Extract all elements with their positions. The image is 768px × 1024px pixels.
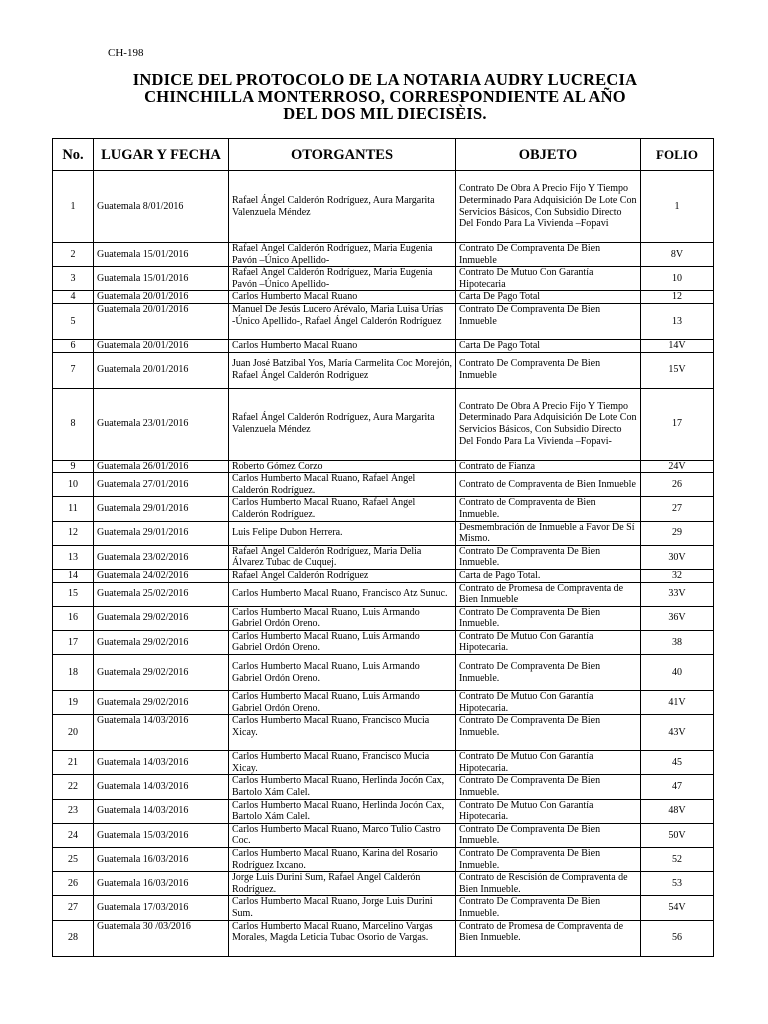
table-row [53,460,714,473]
cell-folio: 38 [641,630,714,654]
header-objeto: OBJETO [456,139,641,171]
cell-folio: 50V [641,823,714,847]
cell-folio: 48V [641,799,714,823]
cell-folio: 13 [641,303,714,339]
title-line-2: CHINCHILLA MONTERROSO, CORRESPONDIENTE AL AÑO [144,87,626,106]
cell-folio: 10 [641,267,714,291]
table-row [53,799,714,823]
table-row [53,751,714,775]
cell-objeto: Contrato De Compraventa De Bien Inmueble. [456,715,641,751]
cell-no: 7 [53,352,94,388]
cell-objeto: Contrato De Compraventa De Bien Inmueble. [456,655,641,691]
cell-no: 11 [53,497,94,521]
table-row [53,569,714,582]
cell-otorgantes: Carlos Humberto Macal Ruano, Herlinda Jocón Cax, Bartolo Xám Calel. [229,775,456,799]
cell-objeto: Contrato De Compraventa De Bien Inmueble. [456,896,641,920]
cell-no: 2 [53,243,94,267]
cell-objeto: Contrato De Obra A Precio Fijo Y Tiempo Determinado Para Adquisición De Lote Con Servicios Básicos, Con Subsidio Directo Del Fondo Para La Vivienda –Fopavi [456,171,641,243]
cell-otorgantes: Rafael Ángel Calderón Rodríguez [229,569,456,582]
table-row [53,655,714,691]
cell-folio: 27 [641,497,714,521]
cell-objeto: Contrato de Rescisión de Compraventa de Bien Inmueble. [456,872,641,896]
cell-folio: 12 [641,291,714,304]
cell-objeto: Desmembración de Inmueble a Favor De Sí Mismo. [456,521,641,545]
cell-no: 4 [53,291,94,304]
cell-folio: 40 [641,655,714,691]
cell-lugar-fecha: Guatemala 14/03/2016 [94,775,229,799]
table-row [53,545,714,569]
cell-folio: 8V [641,243,714,267]
cell-objeto: Contrato De Mutuo Con Garantía Hipotecaria. [456,799,641,823]
cell-lugar-fecha: Guatemala 27/01/2016 [94,473,229,497]
title-line-3: DEL DOS MIL DIECISÈIS. [283,104,487,123]
cell-no: 23 [53,799,94,823]
cell-folio: 45 [641,751,714,775]
cell-no: 20 [53,715,94,751]
cell-folio: 32 [641,569,714,582]
table-row [53,630,714,654]
cell-lugar-fecha: Guatemala 20/01/2016 [94,303,229,339]
cell-no: 15 [53,582,94,606]
table-row [53,582,714,606]
cell-no: 5 [53,303,94,339]
table-row [53,521,714,545]
cell-folio: 43V [641,715,714,751]
table-body [53,171,714,957]
cell-no: 25 [53,848,94,872]
header-folio: FOLIO [641,139,714,171]
cell-lugar-fecha: Guatemala 25/02/2016 [94,582,229,606]
cell-lugar-fecha: Guatemala 8/01/2016 [94,171,229,243]
cell-otorgantes: Carlos Humberto Macal Ruano [229,339,456,352]
cell-no: 16 [53,606,94,630]
cell-objeto: Contrato De Mutuo Con Garantía Hipotecaria. [456,751,641,775]
cell-objeto: Contrato De Compraventa De Bien Inmueble. [456,775,641,799]
cell-lugar-fecha: Guatemala 15/03/2016 [94,823,229,847]
cell-lugar-fecha: Guatemala 14/03/2016 [94,715,229,751]
table-row [53,920,714,956]
cell-folio: 53 [641,872,714,896]
cell-no: 3 [53,267,94,291]
cell-folio: 52 [641,848,714,872]
cell-no: 24 [53,823,94,847]
table-row [53,339,714,352]
table-row [53,303,714,339]
cell-no: 28 [53,920,94,956]
cell-folio: 36V [641,606,714,630]
cell-otorgantes: Carlos Humberto Macal Ruano, Luis Armando Gabriel Ordón Oreno. [229,606,456,630]
table-row [53,823,714,847]
cell-objeto: Contrato De Mutuo Con Garantía Hipotecaria. [456,630,641,654]
table-row [53,291,714,304]
cell-folio: 54V [641,896,714,920]
cell-folio: 17 [641,388,714,460]
cell-otorgantes: Carlos Humberto Macal Ruano, Luis Armando Gabriel Ordón Oreno. [229,655,456,691]
cell-otorgantes: Carlos Humberto Macal Ruano, Francisco Mucia Xicay. [229,751,456,775]
cell-folio: 14V [641,339,714,352]
cell-no: 27 [53,896,94,920]
cell-folio: 15V [641,352,714,388]
cell-no: 8 [53,388,94,460]
cell-no: 9 [53,460,94,473]
cell-lugar-fecha: Guatemala 14/03/2016 [94,751,229,775]
cell-otorgantes: Carlos Humberto Macal Ruano, Jorge Luis Durini Sum. [229,896,456,920]
header-no: No. [53,139,94,171]
table-row [53,848,714,872]
cell-otorgantes: Carlos Humberto Macal Ruano, Francisco Atz Sunuc. [229,582,456,606]
cell-objeto: Contrato De Compraventa De Bien Inmueble [456,352,641,388]
cell-no: 26 [53,872,94,896]
cell-objeto: Contrato de Promesa de Compraventa de Bien Inmueble [456,582,641,606]
cell-folio: 1 [641,171,714,243]
cell-objeto: Contrato De Compraventa De Bien Inmueble. [456,545,641,569]
cell-folio: 24V [641,460,714,473]
document-title [60,71,710,122]
cell-otorgantes: Carlos Humberto Macal Ruano, Luis Armando Gabriel Ordón Oreno. [229,630,456,654]
cell-lugar-fecha: Guatemala 26/01/2016 [94,460,229,473]
table-row [53,691,714,715]
cell-no: 21 [53,751,94,775]
cell-lugar-fecha: Guatemala 23/01/2016 [94,388,229,460]
table-row [53,243,714,267]
cell-objeto: Contrato De Compraventa De Bien Inmueble. [456,823,641,847]
table-row [53,896,714,920]
cell-otorgantes: Rafael Ángel Calderón Rodríguez, Maria Eugenia Pavón –Único Apellido- [229,267,456,291]
cell-lugar-fecha: Guatemala 14/03/2016 [94,799,229,823]
cell-objeto: Contrato De Compraventa De Bien Inmueble. [456,606,641,630]
cell-otorgantes: Rafael Ángel Calderón Rodríguez, Maria Eugenia Pavón –Único Apellido- [229,243,456,267]
cell-no: 6 [53,339,94,352]
cell-folio: 47 [641,775,714,799]
cell-objeto: Carta De Pago Total [456,339,641,352]
cell-otorgantes: Carlos Humberto Macal Ruano, Karina del Rosario Rodríguez Ixcano. [229,848,456,872]
cell-objeto: Contrato De Compraventa De Bien Inmueble [456,243,641,267]
document-code: CH-198 [108,47,144,59]
cell-otorgantes: Jorge Luis Durini Sum, Rafael Ángel Calderón Rodríguez. [229,872,456,896]
cell-folio: 56 [641,920,714,956]
cell-no: 18 [53,655,94,691]
cell-objeto: Carta de Pago Total. [456,569,641,582]
table-header-row [53,139,714,171]
cell-otorgantes: Carlos Humberto Macal Ruano, Francisco Mucia Xicay. [229,715,456,751]
cell-objeto: Contrato De Obra A Precio Fijo Y Tiempo Determinado Para Adquisición De Lote Con Servicios Básicos, Con Subsidio Directo Del Fondo Para La Vivienda –Fopavi- [456,388,641,460]
table-row [53,497,714,521]
cell-objeto: Contrato De Compraventa De Bien Inmueble. [456,848,641,872]
cell-lugar-fecha: Guatemala 16/03/2016 [94,848,229,872]
cell-no: 14 [53,569,94,582]
cell-no: 17 [53,630,94,654]
cell-lugar-fecha: Guatemala 29/01/2016 [94,497,229,521]
cell-no: 22 [53,775,94,799]
table-row [53,171,714,243]
cell-objeto: Contrato De Mutuo Con Garantía Hipotecaria [456,267,641,291]
cell-lugar-fecha: Guatemala 15/01/2016 [94,243,229,267]
cell-objeto: Contrato de Compraventa de Bien Inmueble [456,473,641,497]
cell-no: 1 [53,171,94,243]
cell-lugar-fecha: Guatemala 15/01/2016 [94,267,229,291]
cell-otorgantes: Rafael Ángel Calderón Rodríguez, Maria Delia Álvarez Tubac de Cuquej. [229,545,456,569]
cell-otorgantes: Roberto Gómez Corzo [229,460,456,473]
cell-objeto: Contrato De Compraventa De Bien Inmueble [456,303,641,339]
cell-objeto: Contrato de Promesa de Compraventa de Bien Inmueble. [456,920,641,956]
cell-objeto: Carta De Pago Total [456,291,641,304]
table-row [53,606,714,630]
cell-no: 10 [53,473,94,497]
cell-lugar-fecha: Guatemala 20/01/2016 [94,352,229,388]
cell-lugar-fecha: Guatemala 16/03/2016 [94,872,229,896]
cell-lugar-fecha: Guatemala 29/02/2016 [94,606,229,630]
cell-objeto: Contrato de Compraventa de Bien Inmueble. [456,497,641,521]
cell-otorgantes: Rafael Ángel Calderón Rodríguez, Aura Margarita Valenzuela Méndez [229,388,456,460]
cell-otorgantes: Carlos Humberto Macal Ruano, Luis Armando Gabriel Ordón Oreno. [229,691,456,715]
cell-lugar-fecha: Guatemala 29/02/2016 [94,630,229,654]
title-line-1: INDICE DEL PROTOCOLO DE LA NOTARIA AUDRY LUCRECIA [132,70,638,89]
cell-folio: 29 [641,521,714,545]
cell-otorgantes: Manuel De Jesús Lucero Arévalo, Maria Luisa Urías -Único Apellido-, Rafael Ángel Calderón Rodríguez [229,303,456,339]
cell-otorgantes: Carlos Humberto Macal Ruano, Rafael Ángel Calderón Rodríguez. [229,497,456,521]
cell-no: 12 [53,521,94,545]
table-row [53,872,714,896]
cell-folio: 33V [641,582,714,606]
table-row [53,715,714,751]
cell-objeto: Contrato de Fianza [456,460,641,473]
cell-otorgantes: Carlos Humberto Macal Ruano, Marcelino Vargas Morales, Magda Leticia Tubac Osorio de Vargas. [229,920,456,956]
cell-lugar-fecha: Guatemala 29/02/2016 [94,691,229,715]
protocol-index-table [52,138,714,957]
cell-otorgantes: Carlos Humberto Macal Ruano, Marco Tulio Castro Coc. [229,823,456,847]
cell-lugar-fecha: Guatemala 30 /03/2016 [94,920,229,956]
cell-lugar-fecha: Guatemala 20/01/2016 [94,339,229,352]
cell-otorgantes: Rafael Ángel Calderón Rodríguez, Aura Margarita Valenzuela Méndez [229,171,456,243]
cell-otorgantes: Luis Felipe Dubon Herrera. [229,521,456,545]
cell-lugar-fecha: Guatemala 20/01/2016 [94,291,229,304]
cell-lugar-fecha: Guatemala 17/03/2016 [94,896,229,920]
cell-folio: 41V [641,691,714,715]
header-lugar-fecha: LUGAR Y FECHA [94,139,229,171]
header-otorgantes: OTORGANTES [229,139,456,171]
cell-otorgantes: Carlos Humberto Macal Ruano, Herlinda Jocón Cax, Bartolo Xám Calel. [229,799,456,823]
cell-lugar-fecha: Guatemala 29/01/2016 [94,521,229,545]
table-row [53,267,714,291]
cell-lugar-fecha: Guatemala 29/02/2016 [94,655,229,691]
cell-otorgantes: Carlos Humberto Macal Ruano, Rafael Ángel Calderón Rodríguez. [229,473,456,497]
cell-otorgantes: Juan José Batzibal Yos, María Carmelita Coc Morejón, Rafael Ángel Calderón Rodriguez [229,352,456,388]
cell-lugar-fecha: Guatemala 23/02/2016 [94,545,229,569]
cell-objeto: Contrato De Mutuo Con Garantía Hipotecaria. [456,691,641,715]
cell-no: 19 [53,691,94,715]
table-row [53,388,714,460]
table-row [53,352,714,388]
cell-lugar-fecha: Guatemala 24/02/2016 [94,569,229,582]
table-row [53,775,714,799]
table-row [53,473,714,497]
cell-otorgantes: Carlos Humberto Macal Ruano [229,291,456,304]
cell-folio: 26 [641,473,714,497]
cell-no: 13 [53,545,94,569]
cell-folio: 30V [641,545,714,569]
